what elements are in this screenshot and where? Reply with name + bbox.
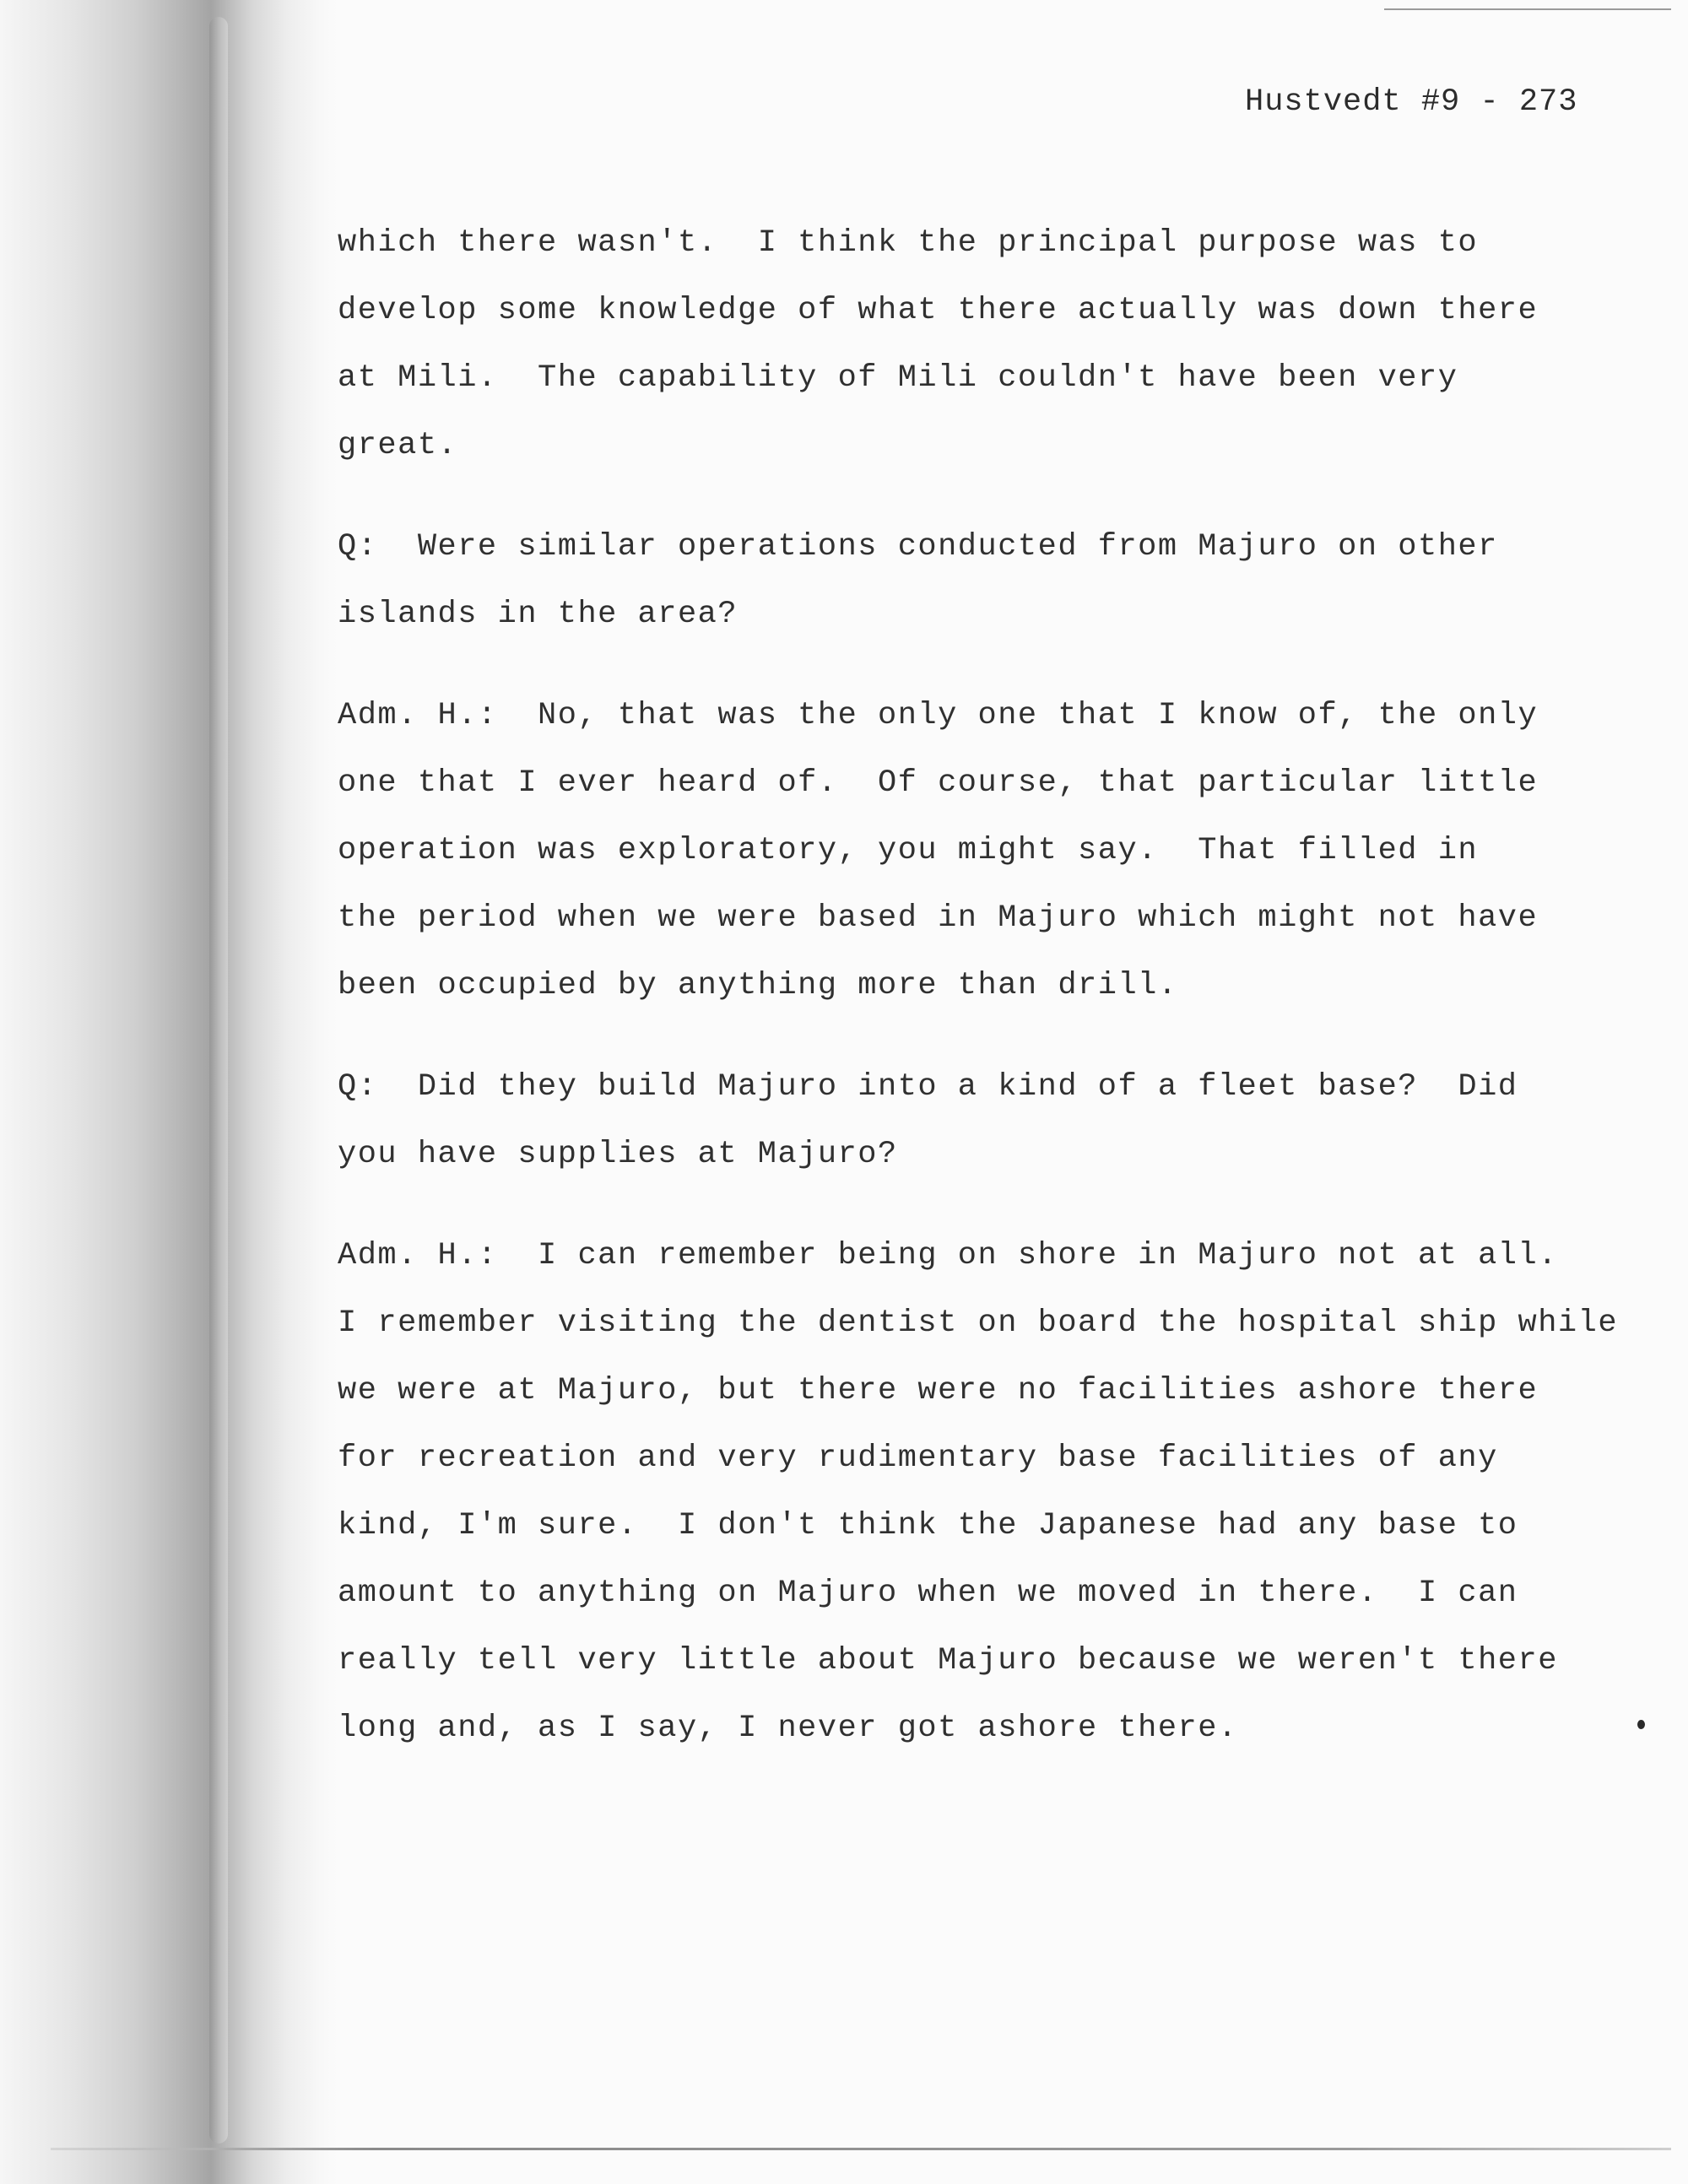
text-line: Adm. H.: No, that was the only one that I know of, the only [338, 698, 1539, 733]
text-line: been occupied by anything more than drill. [338, 968, 1178, 1003]
text-line: you have supplies at Majuro? [338, 1137, 898, 1172]
text-line: one that I ever heard of. Of course, that particular little [338, 765, 1539, 801]
text-line: we were at Majuro, but there were no facilities ashore there [338, 1373, 1539, 1408]
text-line: long and, as I say, I never got ashore there. [338, 1711, 1238, 1746]
text-line: Q: Did they build Majuro into a kind of a fleet base? Did [338, 1069, 1518, 1105]
text-line: Adm. H.: I can remember being on shore in Majuro not at all. [338, 1238, 1558, 1273]
text-line: Q: Were similar operations conducted from Majuro on other [338, 529, 1498, 565]
text-line: I remember visiting the dentist on board the hospital ship while [338, 1306, 1619, 1341]
text-line: islands in the area? [338, 597, 738, 632]
text-line: amount to anything on Majuro when we moved in there. I can [338, 1576, 1518, 1611]
text-line: great. [338, 428, 458, 463]
text-line: really tell very little about Majuro because we weren't there [338, 1643, 1558, 1679]
text-line: develop some knowledge of what there actually was down there [338, 293, 1539, 328]
answer-paragraph [338, 682, 1637, 1019]
transcript-body [338, 209, 1637, 1796]
page-header: Hustvedt #9 - 273 [1245, 84, 1578, 120]
question-paragraph [338, 513, 1637, 648]
text-line: at Mili. The capability of Mili couldn't have been very [338, 360, 1458, 396]
top-edge-rule [1384, 8, 1671, 10]
text-line: which there wasn't. I think the principal purpose was to [338, 225, 1479, 261]
paragraph [338, 209, 1637, 479]
text-line: operation was exploratory, you might say. That filled in [338, 833, 1479, 868]
text-line: the period when we were based in Majuro which might not have [338, 900, 1539, 936]
ink-speck [1637, 1720, 1645, 1729]
answer-paragraph [338, 1222, 1637, 1762]
bottom-edge-rule [51, 2148, 1671, 2150]
binding-crease [209, 17, 228, 2143]
text-line: for recreation and very rudimentary base facilities of any [338, 1441, 1498, 1476]
question-paragraph [338, 1053, 1637, 1188]
text-line: kind, I'm sure. I don't think the Japanese had any base to [338, 1508, 1518, 1543]
binding-shadow [0, 0, 338, 2184]
